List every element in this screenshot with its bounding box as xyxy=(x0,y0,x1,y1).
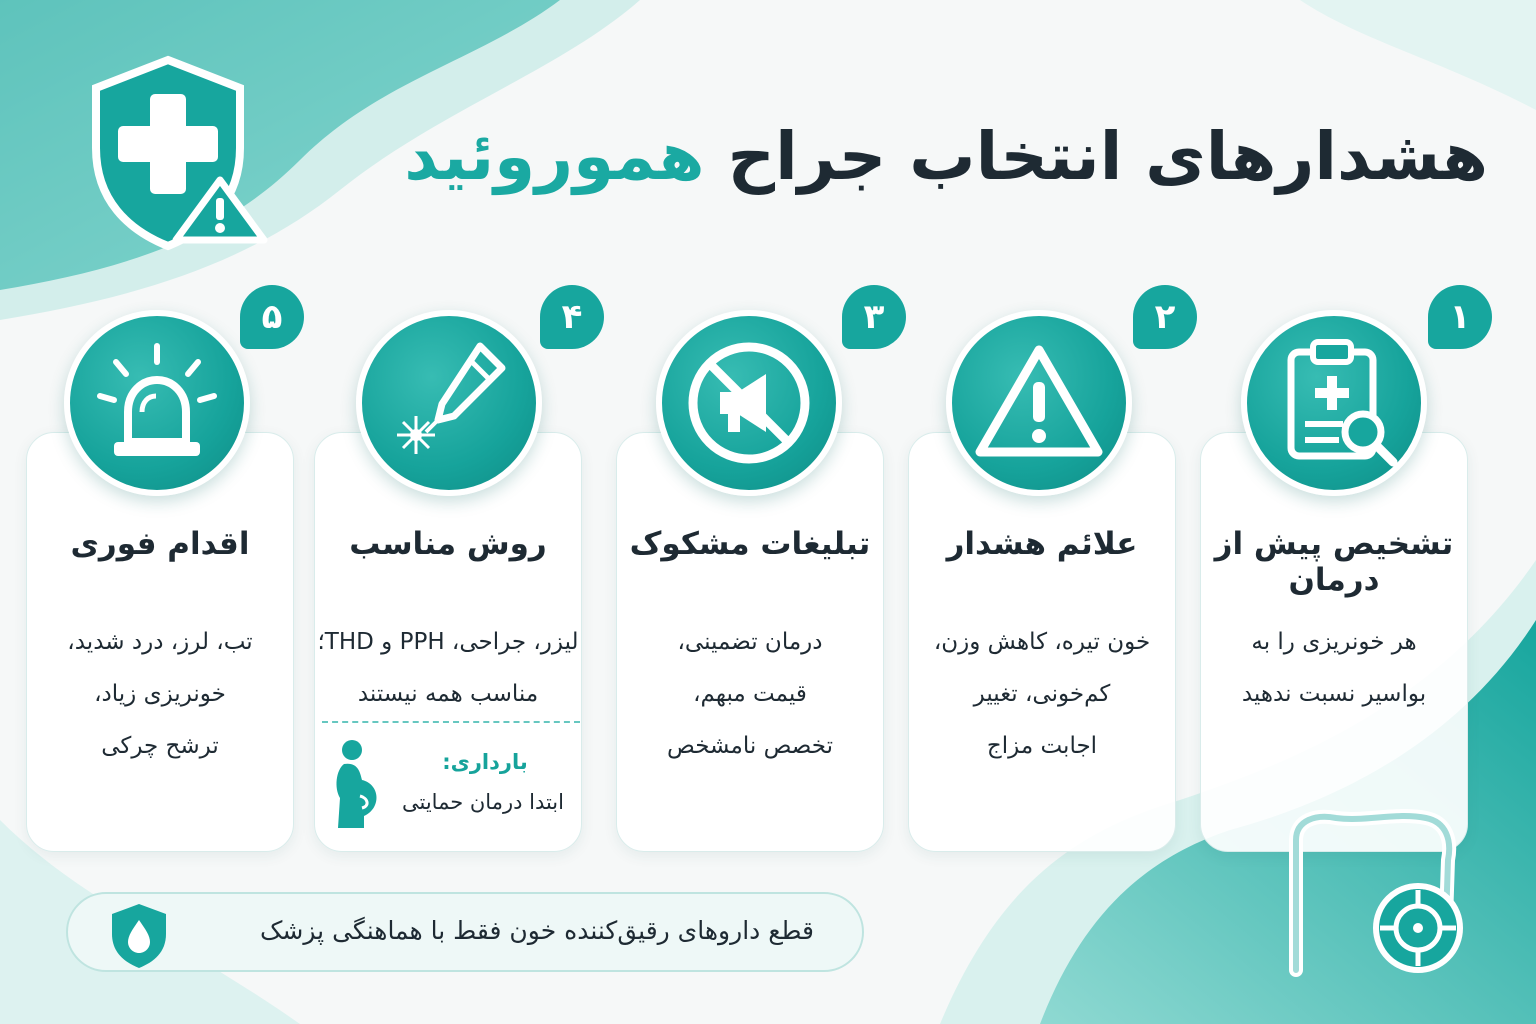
alarm-siren-icon xyxy=(70,316,244,490)
card-2-line: کم‌خونی، تغییر xyxy=(973,681,1111,707)
pregnant-woman-icon xyxy=(330,738,386,830)
footer-text: قطع داروهای رقیق‌کننده خون فقط با هماهنگی پزشک xyxy=(260,916,814,945)
card-5-icon-circle xyxy=(64,310,250,496)
card-3-icon-circle xyxy=(656,310,842,496)
card-3-number: ۳ xyxy=(842,285,906,349)
card-3-line: درمان تضمینی، xyxy=(677,629,823,655)
title-accent: هموروئید xyxy=(404,118,705,195)
card-5-line: تب، لرز، درد شدید، xyxy=(67,629,253,655)
card-1-number: ۱ xyxy=(1428,285,1492,349)
card-3-line: تخصص نامشخص xyxy=(667,733,833,759)
card-4-desc xyxy=(314,616,582,720)
card-5-line: خونریزی زیاد، xyxy=(94,681,226,707)
card-4-number: ۴ xyxy=(540,285,604,349)
no-megaphone-icon xyxy=(662,316,836,490)
pregnancy-label: بارداری: xyxy=(442,750,528,774)
card-5-line: ترشح چرکی xyxy=(101,733,219,759)
card-1-title: تشخیص پیش از درمان xyxy=(1214,526,1454,598)
page-title xyxy=(404,118,1488,195)
card-2-line: اجابت مزاج xyxy=(986,733,1098,759)
footer-note xyxy=(66,892,864,972)
card-4-line: مناسب همه نیستند xyxy=(357,681,539,707)
card-4-divider xyxy=(322,721,580,723)
shield-drop-icon xyxy=(104,900,174,970)
card-2-desc xyxy=(908,616,1176,772)
card-5-desc xyxy=(26,616,294,772)
card-2-title: علائم هشدار xyxy=(946,526,1138,562)
card-5-title: اقدام فوری xyxy=(70,526,250,562)
card-4-icon-circle xyxy=(356,310,542,496)
card-2-icon-circle xyxy=(946,310,1132,496)
pregnancy-text: ابتدا درمان حمایتی xyxy=(402,790,564,814)
card-2-number: ۲ xyxy=(1133,285,1197,349)
colon-target-icon xyxy=(1256,800,1476,990)
card-3-title: تبلیغات مشکوک xyxy=(629,526,871,562)
card-3-line: قیمت مبهم، xyxy=(693,681,807,707)
clipboard-search-icon xyxy=(1247,316,1421,490)
card-2-line: خون تیره، کاهش وزن، xyxy=(933,629,1151,655)
card-1-icon-circle xyxy=(1241,310,1427,496)
card-4-line: لیزر، جراحی، PPH و THD؛ xyxy=(317,629,579,655)
title-main: هشدارهای انتخاب جراح xyxy=(727,118,1488,195)
laser-pen-icon xyxy=(362,316,536,490)
card-1-line: بواسیر نسبت ندهید xyxy=(1241,681,1427,707)
card-1-desc xyxy=(1200,616,1468,720)
warning-triangle-icon xyxy=(952,316,1126,490)
shield-plus-warning-icon xyxy=(80,52,270,252)
card-4-title: روش مناسب xyxy=(349,526,547,562)
card-1-line: هر خونریزی را به xyxy=(1251,629,1417,655)
card-5-number: ۵ xyxy=(240,285,304,349)
card-3-desc xyxy=(616,616,884,772)
